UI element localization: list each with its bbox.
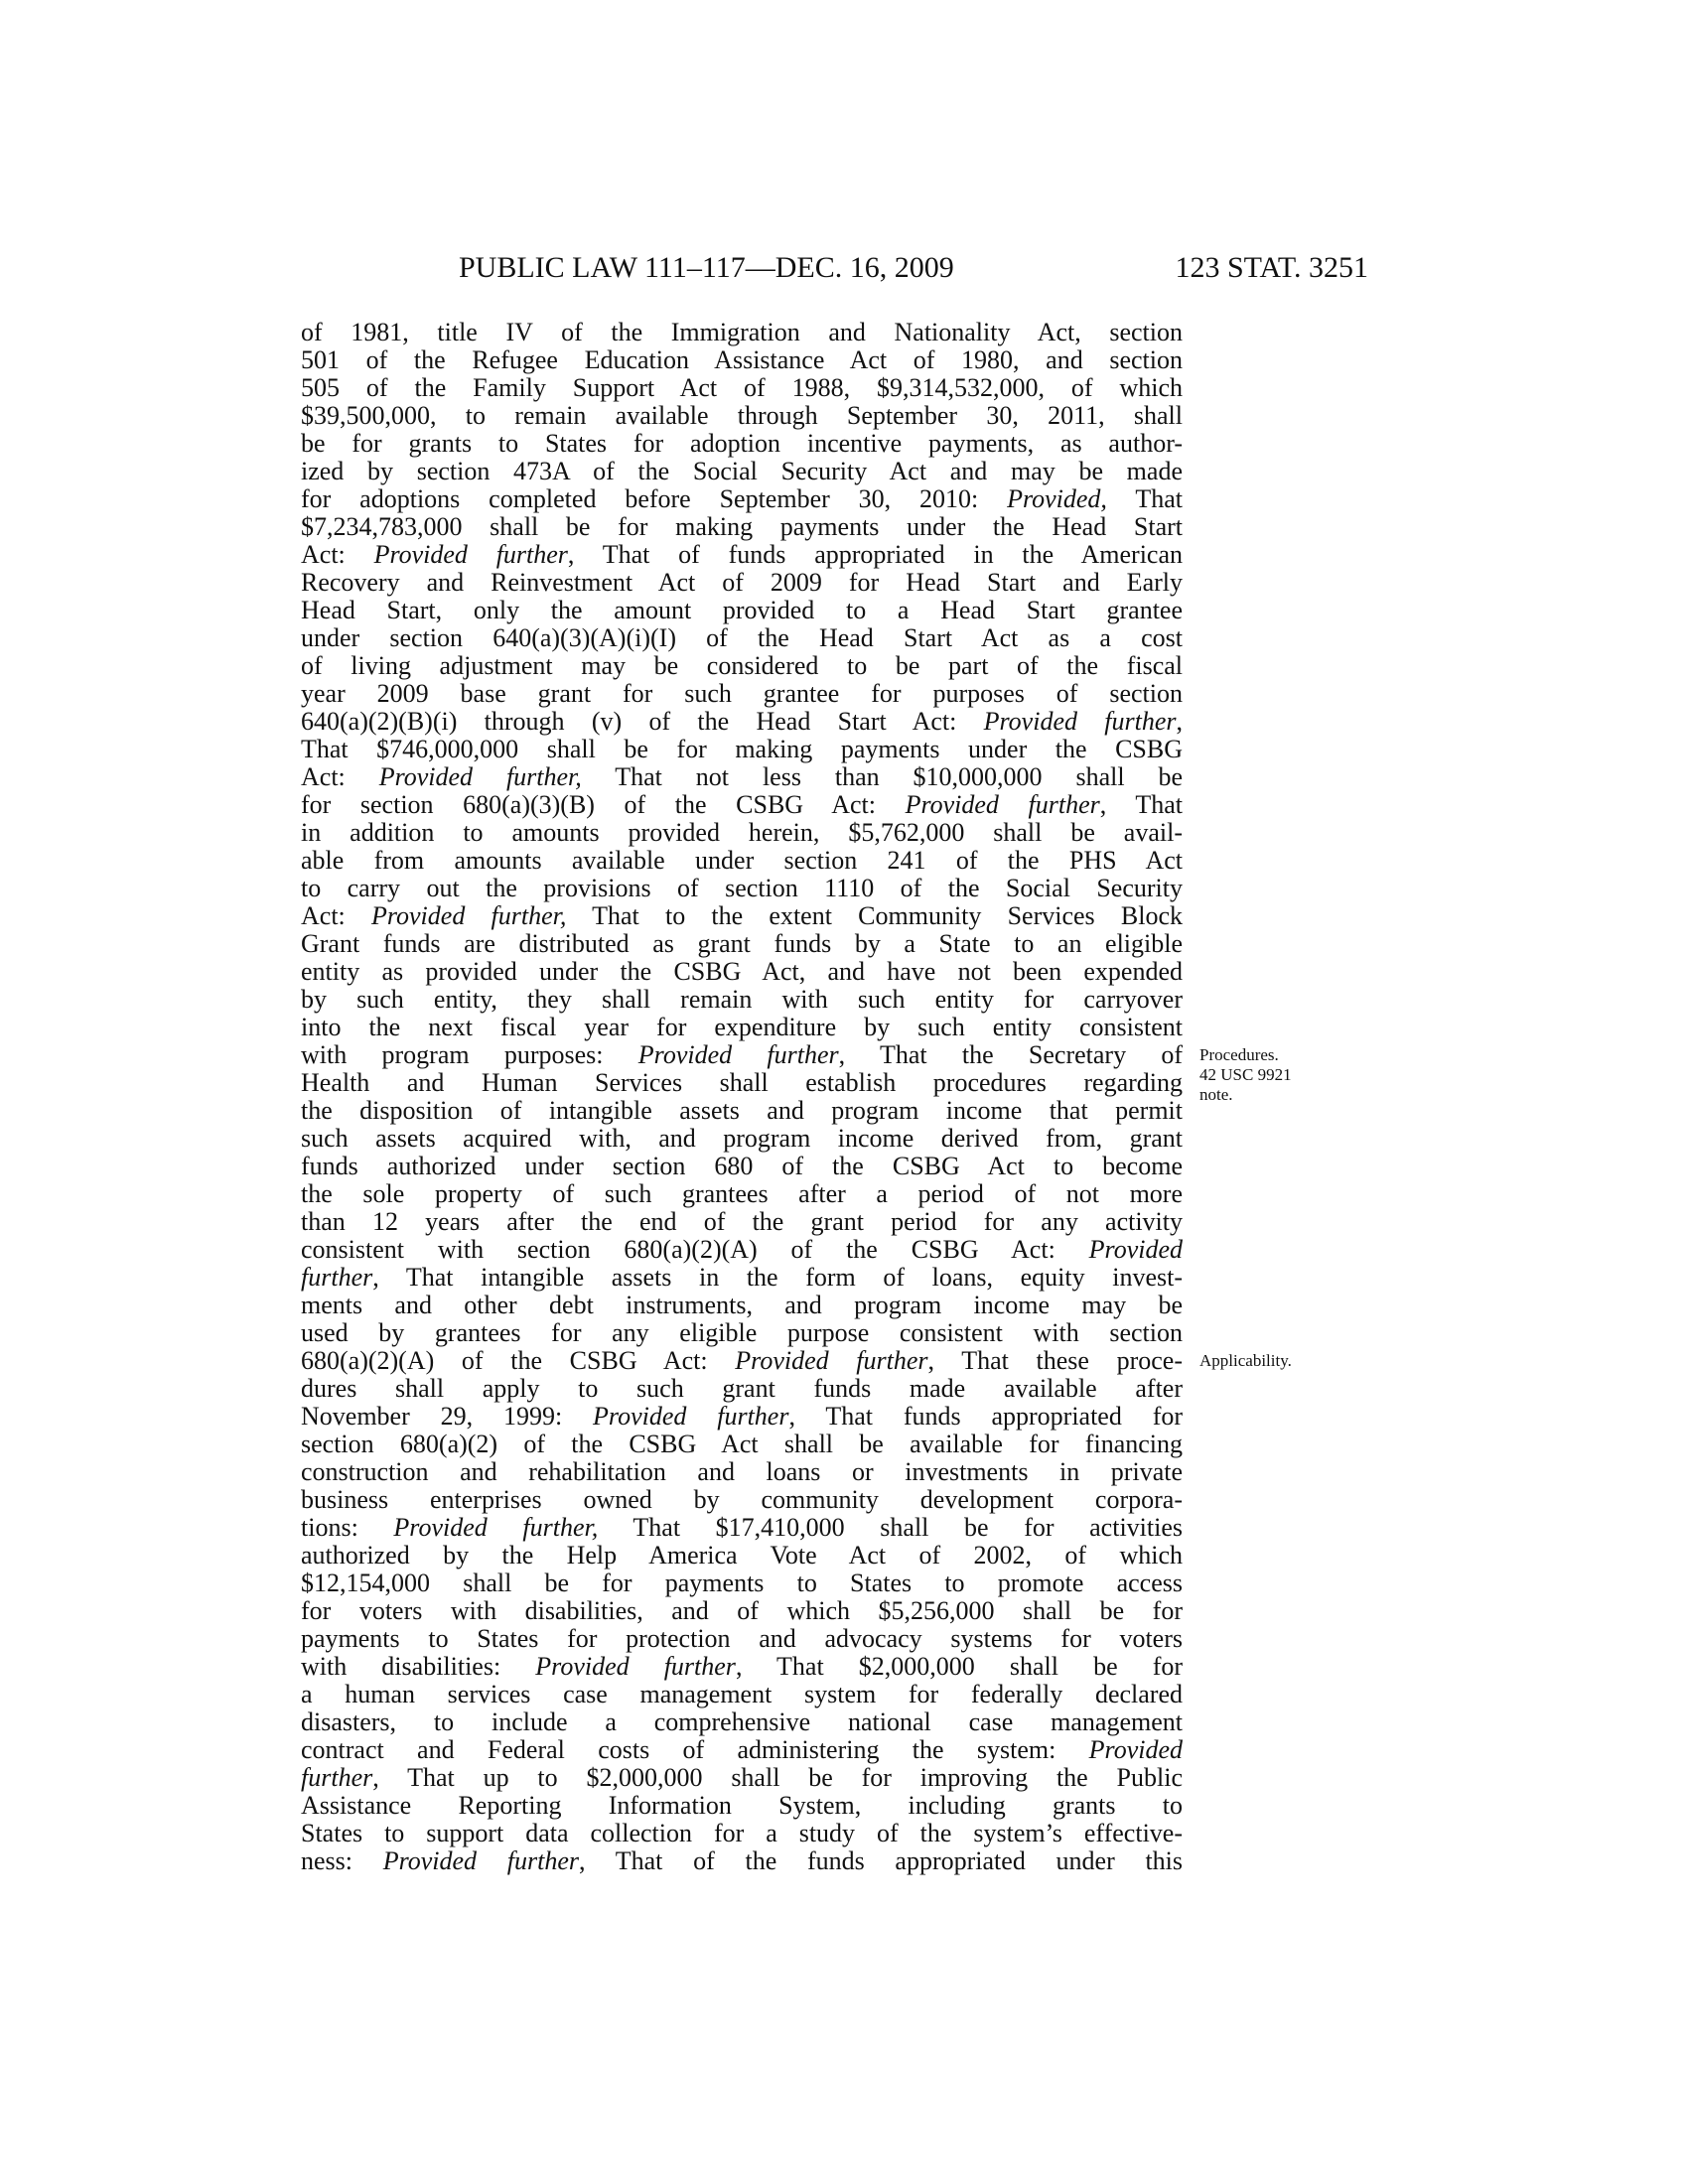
text-segment: November 29, 1999: — [301, 1403, 594, 1431]
text-segment: for adoptions completed before September 30, 2010: — [301, 485, 1008, 513]
text-line — [301, 1486, 1183, 1514]
text-line — [301, 1264, 1183, 1292]
text-segment: construction and rehabilitation and loans or investments in private — [301, 1458, 1183, 1486]
italic-text: Provided further, — [393, 1514, 599, 1542]
text-segment: Assistance Reporting Information System, including grants to — [301, 1792, 1183, 1820]
text-line — [301, 597, 1183, 624]
text-line — [301, 1847, 1183, 1875]
text-line — [301, 986, 1183, 1014]
running-header — [459, 248, 1368, 288]
text-line — [301, 1736, 1183, 1764]
text-segment: ized by section 473A of the Social Security Act and may be made — [301, 458, 1183, 485]
text-line — [301, 1542, 1183, 1570]
text-line — [301, 1708, 1183, 1736]
body-text — [301, 319, 1183, 1875]
text-line — [301, 791, 1183, 819]
text-line — [301, 485, 1183, 513]
text-segment: 680(a)(2)(A) of the CSBG Act: — [301, 1347, 736, 1375]
margin-note-applicability — [1199, 1351, 1292, 1371]
italic-text: Provided further — [373, 541, 568, 569]
text-segment: , That the Secretary of — [838, 1041, 1183, 1069]
text-line — [301, 1458, 1183, 1486]
text-line — [301, 1403, 1183, 1431]
italic-text: Provided further — [593, 1403, 789, 1431]
text-line — [301, 1820, 1183, 1847]
text-segment: Act: — [301, 902, 371, 930]
text-segment: of 1981, title IV of the Immigration and Nationality Act, section — [301, 319, 1183, 346]
text-line — [301, 1097, 1183, 1125]
text-line — [301, 1069, 1183, 1097]
text-line — [301, 736, 1183, 763]
text-line — [301, 652, 1183, 680]
text-segment: , That of the funds appropriated under this — [579, 1847, 1183, 1875]
text-segment: , That these proce- — [927, 1347, 1183, 1375]
text-line — [301, 1319, 1183, 1347]
text-line — [301, 1208, 1183, 1236]
text-line — [301, 1570, 1183, 1597]
text-segment: to carry out the provisions of section 1110 of the Social Security — [301, 875, 1183, 902]
italic-text: Provided further, — [378, 763, 582, 791]
text-segment: Act: — [301, 541, 374, 569]
text-segment: , That up to $2,000,000 shall be for improving the Public — [372, 1764, 1183, 1792]
text-segment: payments to States for protection and advocacy systems for voters — [301, 1625, 1183, 1653]
text-segment: Grant funds are distributed as grant funds by a State to an eligible — [301, 930, 1183, 958]
text-segment: used by grantees for any eligible purpose consistent with section — [301, 1319, 1183, 1347]
text-line — [301, 1514, 1183, 1542]
text-line — [301, 763, 1183, 791]
italic-text: further — [301, 1764, 373, 1792]
text-segment: Act: — [301, 763, 379, 791]
italic-text: Provided — [1088, 1736, 1183, 1764]
text-line — [301, 458, 1183, 485]
text-line — [301, 346, 1183, 374]
italic-text: Provided further — [735, 1347, 928, 1375]
text-segment: disasters, to include a comprehensive national case management — [301, 1708, 1183, 1736]
text-line — [301, 902, 1183, 930]
text-segment: the sole property of such grantees after a period of not more — [301, 1180, 1183, 1208]
text-segment: That $746,000,000 shall be for making payments under the CSBG — [301, 736, 1183, 763]
text-segment: , That $2,000,000 shall be for — [735, 1653, 1183, 1681]
text-segment: able from amounts available under section 241 of the PHS Act — [301, 847, 1183, 875]
text-segment: year 2009 base grant for such grantee for purposes of section — [301, 680, 1183, 708]
text-line — [301, 402, 1183, 430]
text-segment: than 12 years after the end of the grant period for any activity — [301, 1208, 1183, 1236]
text-segment: dures shall apply to such grant funds made available after — [301, 1375, 1183, 1403]
text-line — [301, 1625, 1183, 1653]
text-line — [301, 1347, 1183, 1375]
text-line — [301, 958, 1183, 986]
text-line — [301, 1681, 1183, 1708]
text-segment: authorized by the Help America Vote Act of 2002, of which — [301, 1542, 1183, 1570]
text-line — [301, 319, 1183, 346]
statute-page-number: 123 STAT. 3251 — [1175, 251, 1368, 284]
text-line — [301, 1125, 1183, 1153]
text-segment: Health and Human Services shall establish procedures regarding — [301, 1069, 1183, 1097]
italic-text: Provided — [1088, 1236, 1183, 1264]
italic-text: Provided, — [1007, 485, 1107, 513]
text-segment: entity as provided under the CSBG Act, and have not been expended — [301, 958, 1183, 986]
text-segment: $7,234,783,000 shall be for making payments under the Head Start — [301, 513, 1183, 541]
text-segment: by such entity, they shall remain with such entity for carryover — [301, 986, 1183, 1014]
text-segment: be for grants to States for adoption incentive payments, as author- — [301, 430, 1183, 458]
text-line — [301, 1292, 1183, 1319]
text-segment: That not less than $10,000,000 shall be — [581, 763, 1183, 791]
text-segment: tions: — [301, 1514, 394, 1542]
margin-note-procedures — [1199, 1045, 1292, 1105]
text-line — [301, 1431, 1183, 1458]
text-segment: such assets acquired with, and program income derived from, grant — [301, 1125, 1183, 1153]
text-line — [301, 1153, 1183, 1180]
text-segment: States to support data collection for a study of the system’s effective- — [301, 1820, 1183, 1847]
margin-note-line: 42 USC 9921 — [1199, 1065, 1292, 1084]
text-segment: , That intangible assets in the form of loans, equity invest- — [372, 1264, 1183, 1292]
text-segment: 505 of the Family Support Act of 1988, $9,314,532,000, of which — [301, 374, 1183, 402]
text-segment: That — [1106, 485, 1183, 513]
text-line — [301, 875, 1183, 902]
text-line — [301, 930, 1183, 958]
italic-text: further — [301, 1264, 373, 1292]
text-segment: , That funds appropriated for — [788, 1403, 1183, 1431]
text-line — [301, 1041, 1183, 1069]
text-segment: into the next fiscal year for expenditure by such entity consistent — [301, 1014, 1183, 1041]
text-line — [301, 1236, 1183, 1264]
text-segment: contract and Federal costs of administering the system: — [301, 1736, 1089, 1764]
text-segment: under section 640(a)(3)(A)(i)(I) of the Head Start Act as a cost — [301, 624, 1183, 652]
text-line — [301, 1764, 1183, 1792]
text-segment: , — [1176, 708, 1183, 736]
text-segment: That $17,410,000 shall be for activities — [598, 1514, 1183, 1542]
text-line — [301, 1375, 1183, 1403]
text-segment: $39,500,000, to remain available through September 30, 2011, shall — [301, 402, 1183, 430]
text-line — [301, 430, 1183, 458]
text-segment: 501 of the Refugee Education Assistance Act of 1980, and section — [301, 346, 1183, 374]
text-segment: Recovery and Reinvestment Act of 2009 for Head Start and Early — [301, 569, 1183, 597]
text-line — [301, 541, 1183, 569]
margin-note-line: Applicability. — [1199, 1351, 1292, 1370]
text-segment: for voters with disabilities, and of which $5,256,000 shall be for — [301, 1597, 1183, 1625]
header-title: PUBLIC LAW 111–117—DEC. 16, 2009 — [459, 251, 954, 284]
text-segment: 640(a)(2)(B)(i) through (v) of the Head Start Act: — [301, 708, 984, 736]
italic-text: Provided further — [535, 1653, 736, 1681]
text-line — [301, 624, 1183, 652]
text-segment: the disposition of intangible assets and program income that permit — [301, 1097, 1183, 1125]
text-segment: $12,154,000 shall be for payments to States to promote access — [301, 1570, 1183, 1597]
italic-text: Provided further — [905, 791, 1100, 819]
text-segment: funds authorized under section 680 of the CSBG Act to become — [301, 1153, 1183, 1180]
text-segment: a human services case management system for federally declared — [301, 1681, 1183, 1708]
text-segment: with program purposes: — [301, 1041, 638, 1069]
text-line — [301, 847, 1183, 875]
text-segment: of living adjustment may be considered to be part of the fiscal — [301, 652, 1183, 680]
text-line — [301, 1597, 1183, 1625]
text-segment: section 680(a)(2) of the CSBG Act shall be available for financing — [301, 1431, 1183, 1458]
text-segment: in addition to amounts provided herein, $5,762,000 shall be avail- — [301, 819, 1183, 847]
text-segment: That to the extent Community Services Block — [566, 902, 1183, 930]
text-segment: Head Start, only the amount provided to a Head Start grantee — [301, 597, 1183, 624]
text-segment: , That — [1099, 791, 1183, 819]
text-line — [301, 569, 1183, 597]
margin-note-line: Procedures. — [1199, 1045, 1279, 1064]
italic-text: Provided further — [637, 1041, 839, 1069]
text-segment: ness: — [301, 1847, 383, 1875]
text-line — [301, 1180, 1183, 1208]
text-line — [301, 1014, 1183, 1041]
text-segment: consistent with section 680(a)(2)(A) of the CSBG Act: — [301, 1236, 1089, 1264]
text-line — [301, 680, 1183, 708]
text-line — [301, 819, 1183, 847]
italic-text: Provided further — [983, 708, 1177, 736]
text-segment: business enterprises owned by community development corpora- — [301, 1486, 1183, 1514]
text-line — [301, 1792, 1183, 1820]
text-segment: , That of funds appropriated in the American — [567, 541, 1183, 569]
text-line — [301, 1653, 1183, 1681]
text-line — [301, 374, 1183, 402]
margin-note-line: note. — [1199, 1085, 1233, 1104]
italic-text: Provided further — [382, 1847, 579, 1875]
text-line — [301, 708, 1183, 736]
text-segment: ments and other debt instruments, and program income may be — [301, 1292, 1183, 1319]
text-segment: with disabilities: — [301, 1653, 536, 1681]
text-segment: for section 680(a)(3)(B) of the CSBG Act: — [301, 791, 906, 819]
italic-text: Provided further, — [370, 902, 567, 930]
text-line — [301, 513, 1183, 541]
